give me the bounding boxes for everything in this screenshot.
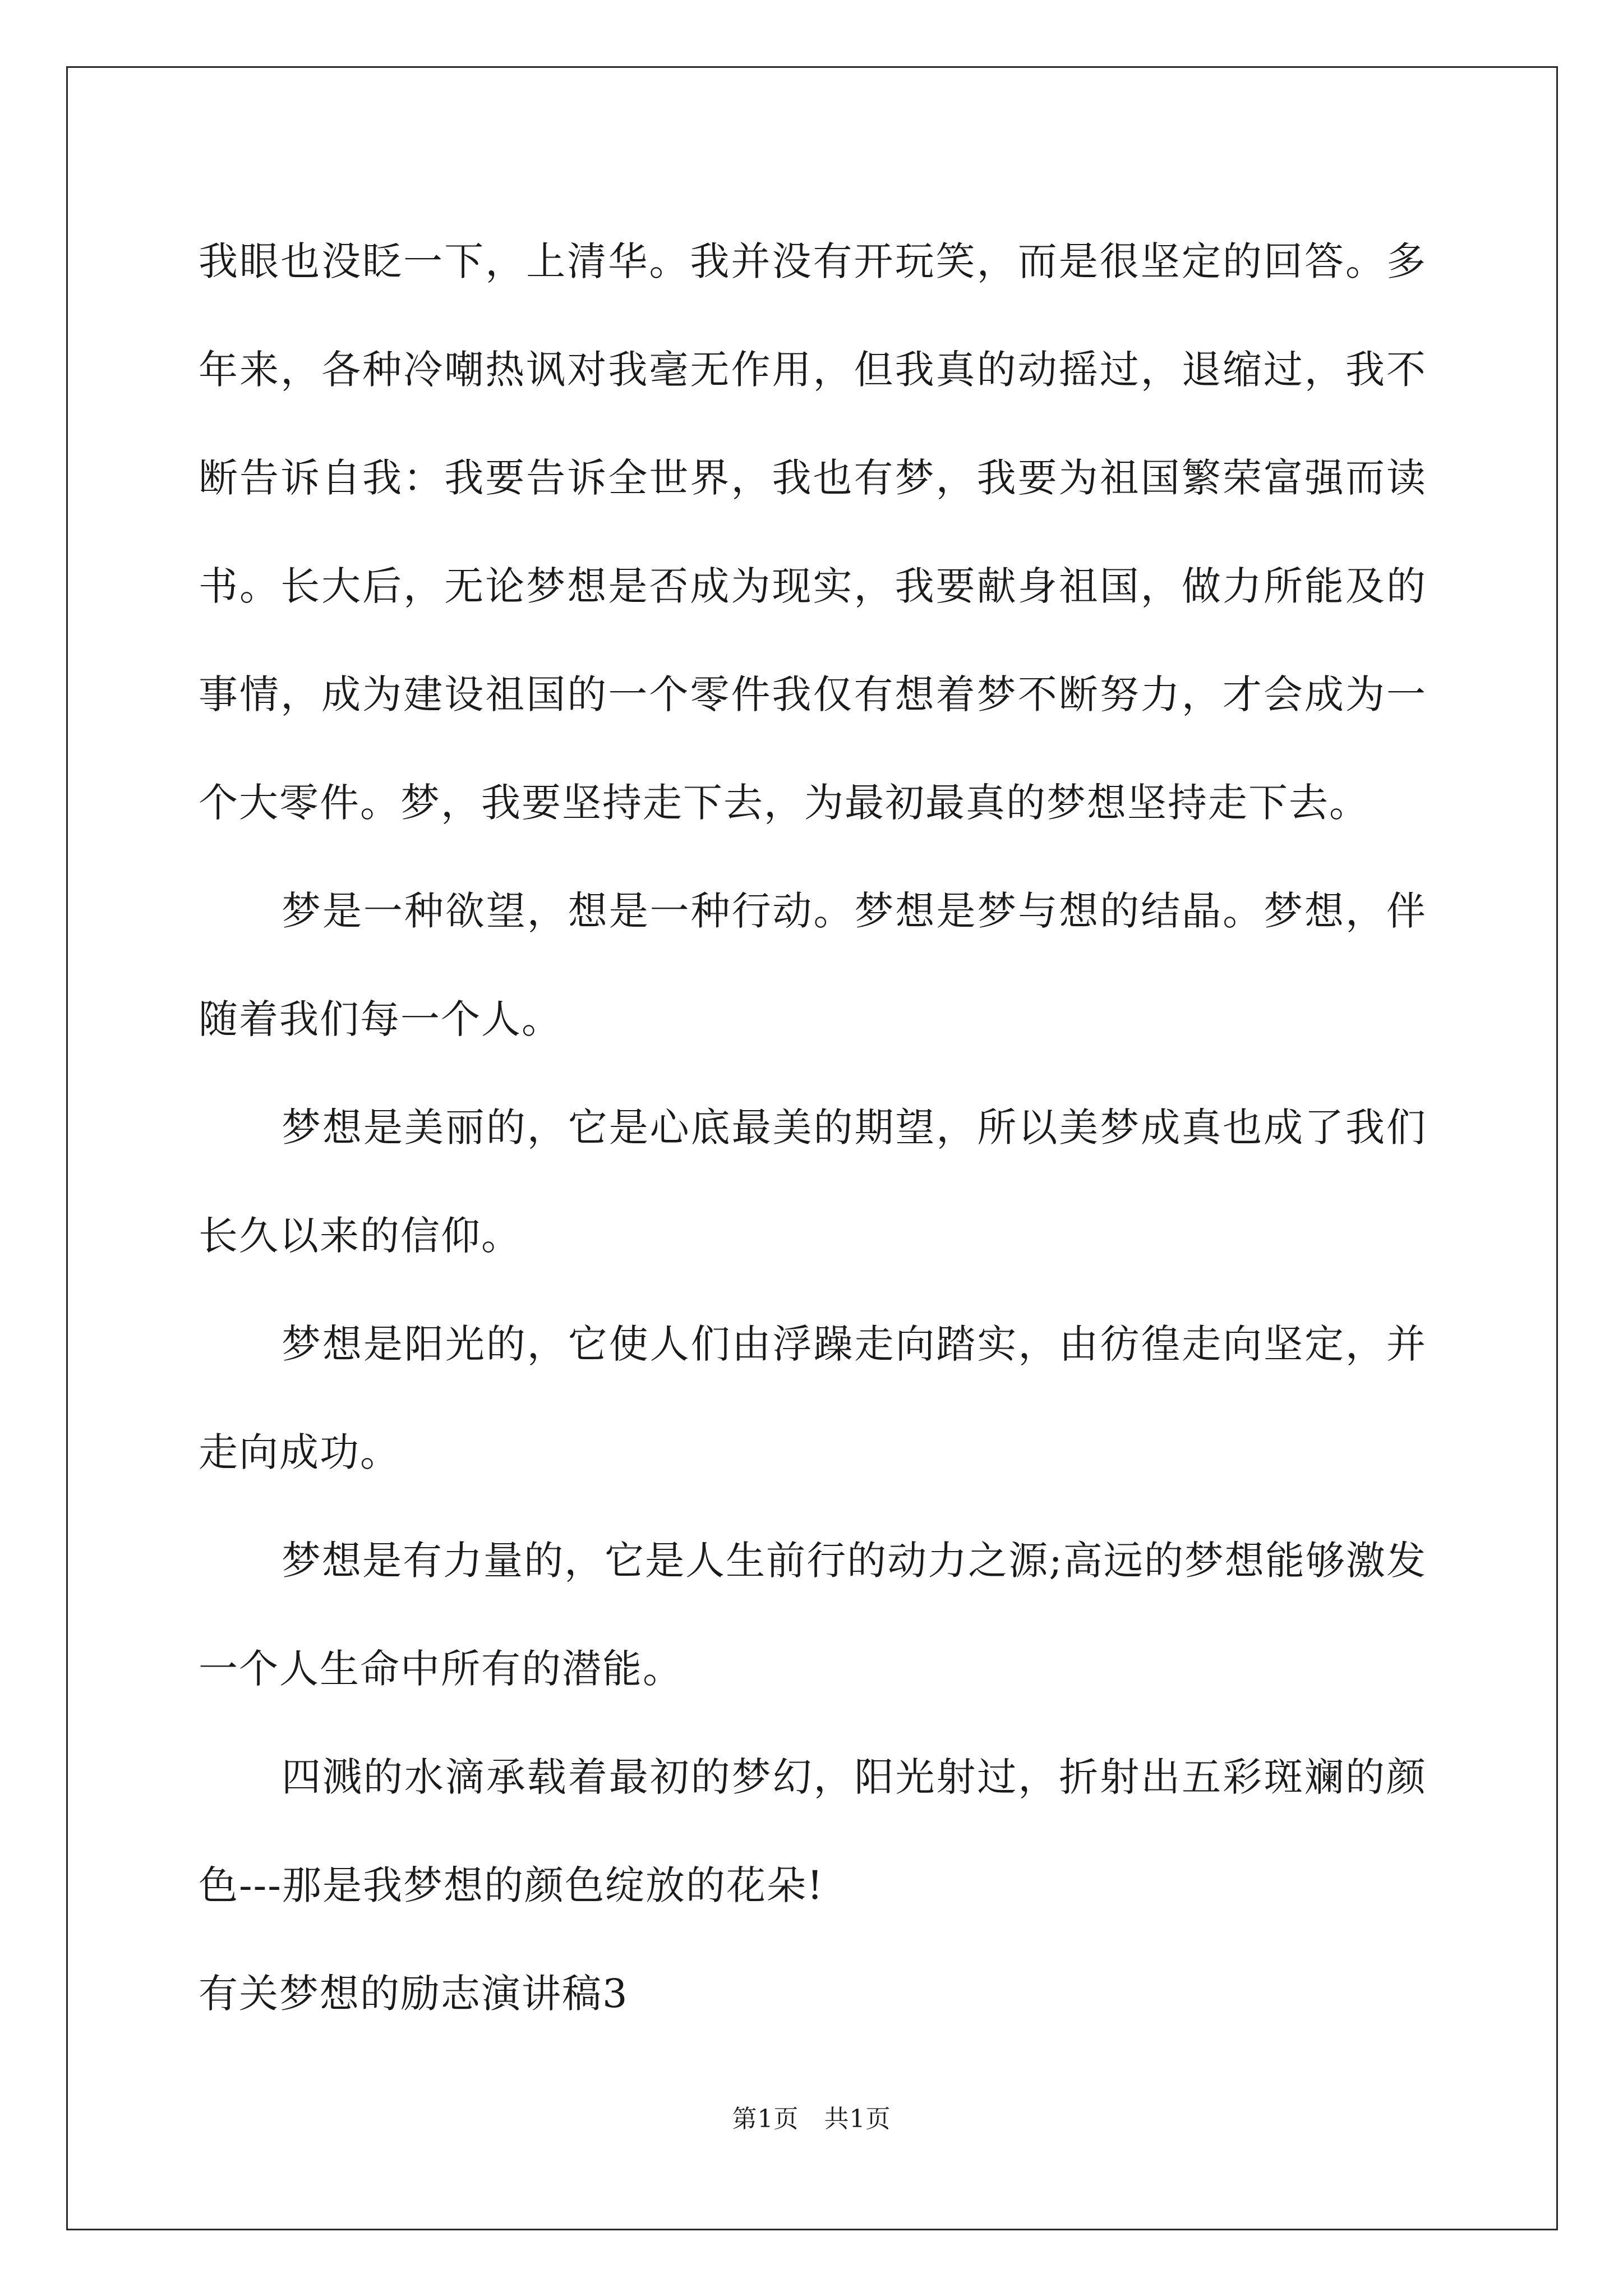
- page-number-footer: 第1页 共1页: [732, 2105, 891, 2133]
- paragraph-1: 我眼也没眨一下，上清华。我并没有开玩笑，而是很坚定的回答。多年来，各种冷嘲热讽对我毫无作用，但我真的动摇过，退缩过，我不断告诉自我：我要告诉全世界，我也有梦，我要为祖国繁荣富强而读书。长大后，无论梦想是否成为现实，我要献身祖国，做力所能及的事情，成为建设祖国的一个零件我仅有想着梦不断努力，才会成为一个大零件。梦，我要坚持走下去，为最初最真的梦想坚持走下去。: [199, 238, 1427, 826]
- section-heading: 有关梦想的励志演讲稿3: [199, 1971, 629, 2017]
- document-body: [199, 208, 1427, 2048]
- paragraph-6: 四溅的水滴承载着最初的梦幻，阳光射过，折射出五彩斑斓的颜色---那是我梦想的颜色绽放的花朵!: [199, 1754, 1427, 1908]
- paragraph-4: 梦想是阳光的，它使人们由浮躁走向踏实，由彷徨走向坚定，并走向成功。: [199, 1321, 1427, 1475]
- paragraph-2: 梦是一种欲望，想是一种行动。梦想是梦与想的结晶。梦想，伴随着我们每一个人。: [199, 888, 1427, 1042]
- paragraph-3: 梦想是美丽的，它是心底最美的期望，所以美梦成真也成了我们长久以来的信仰。: [199, 1105, 1427, 1259]
- paragraph-5: 梦想是有力量的，它是人生前行的动力之源;高远的梦想能够激发一个人生命中所有的潜能。: [199, 1538, 1427, 1692]
